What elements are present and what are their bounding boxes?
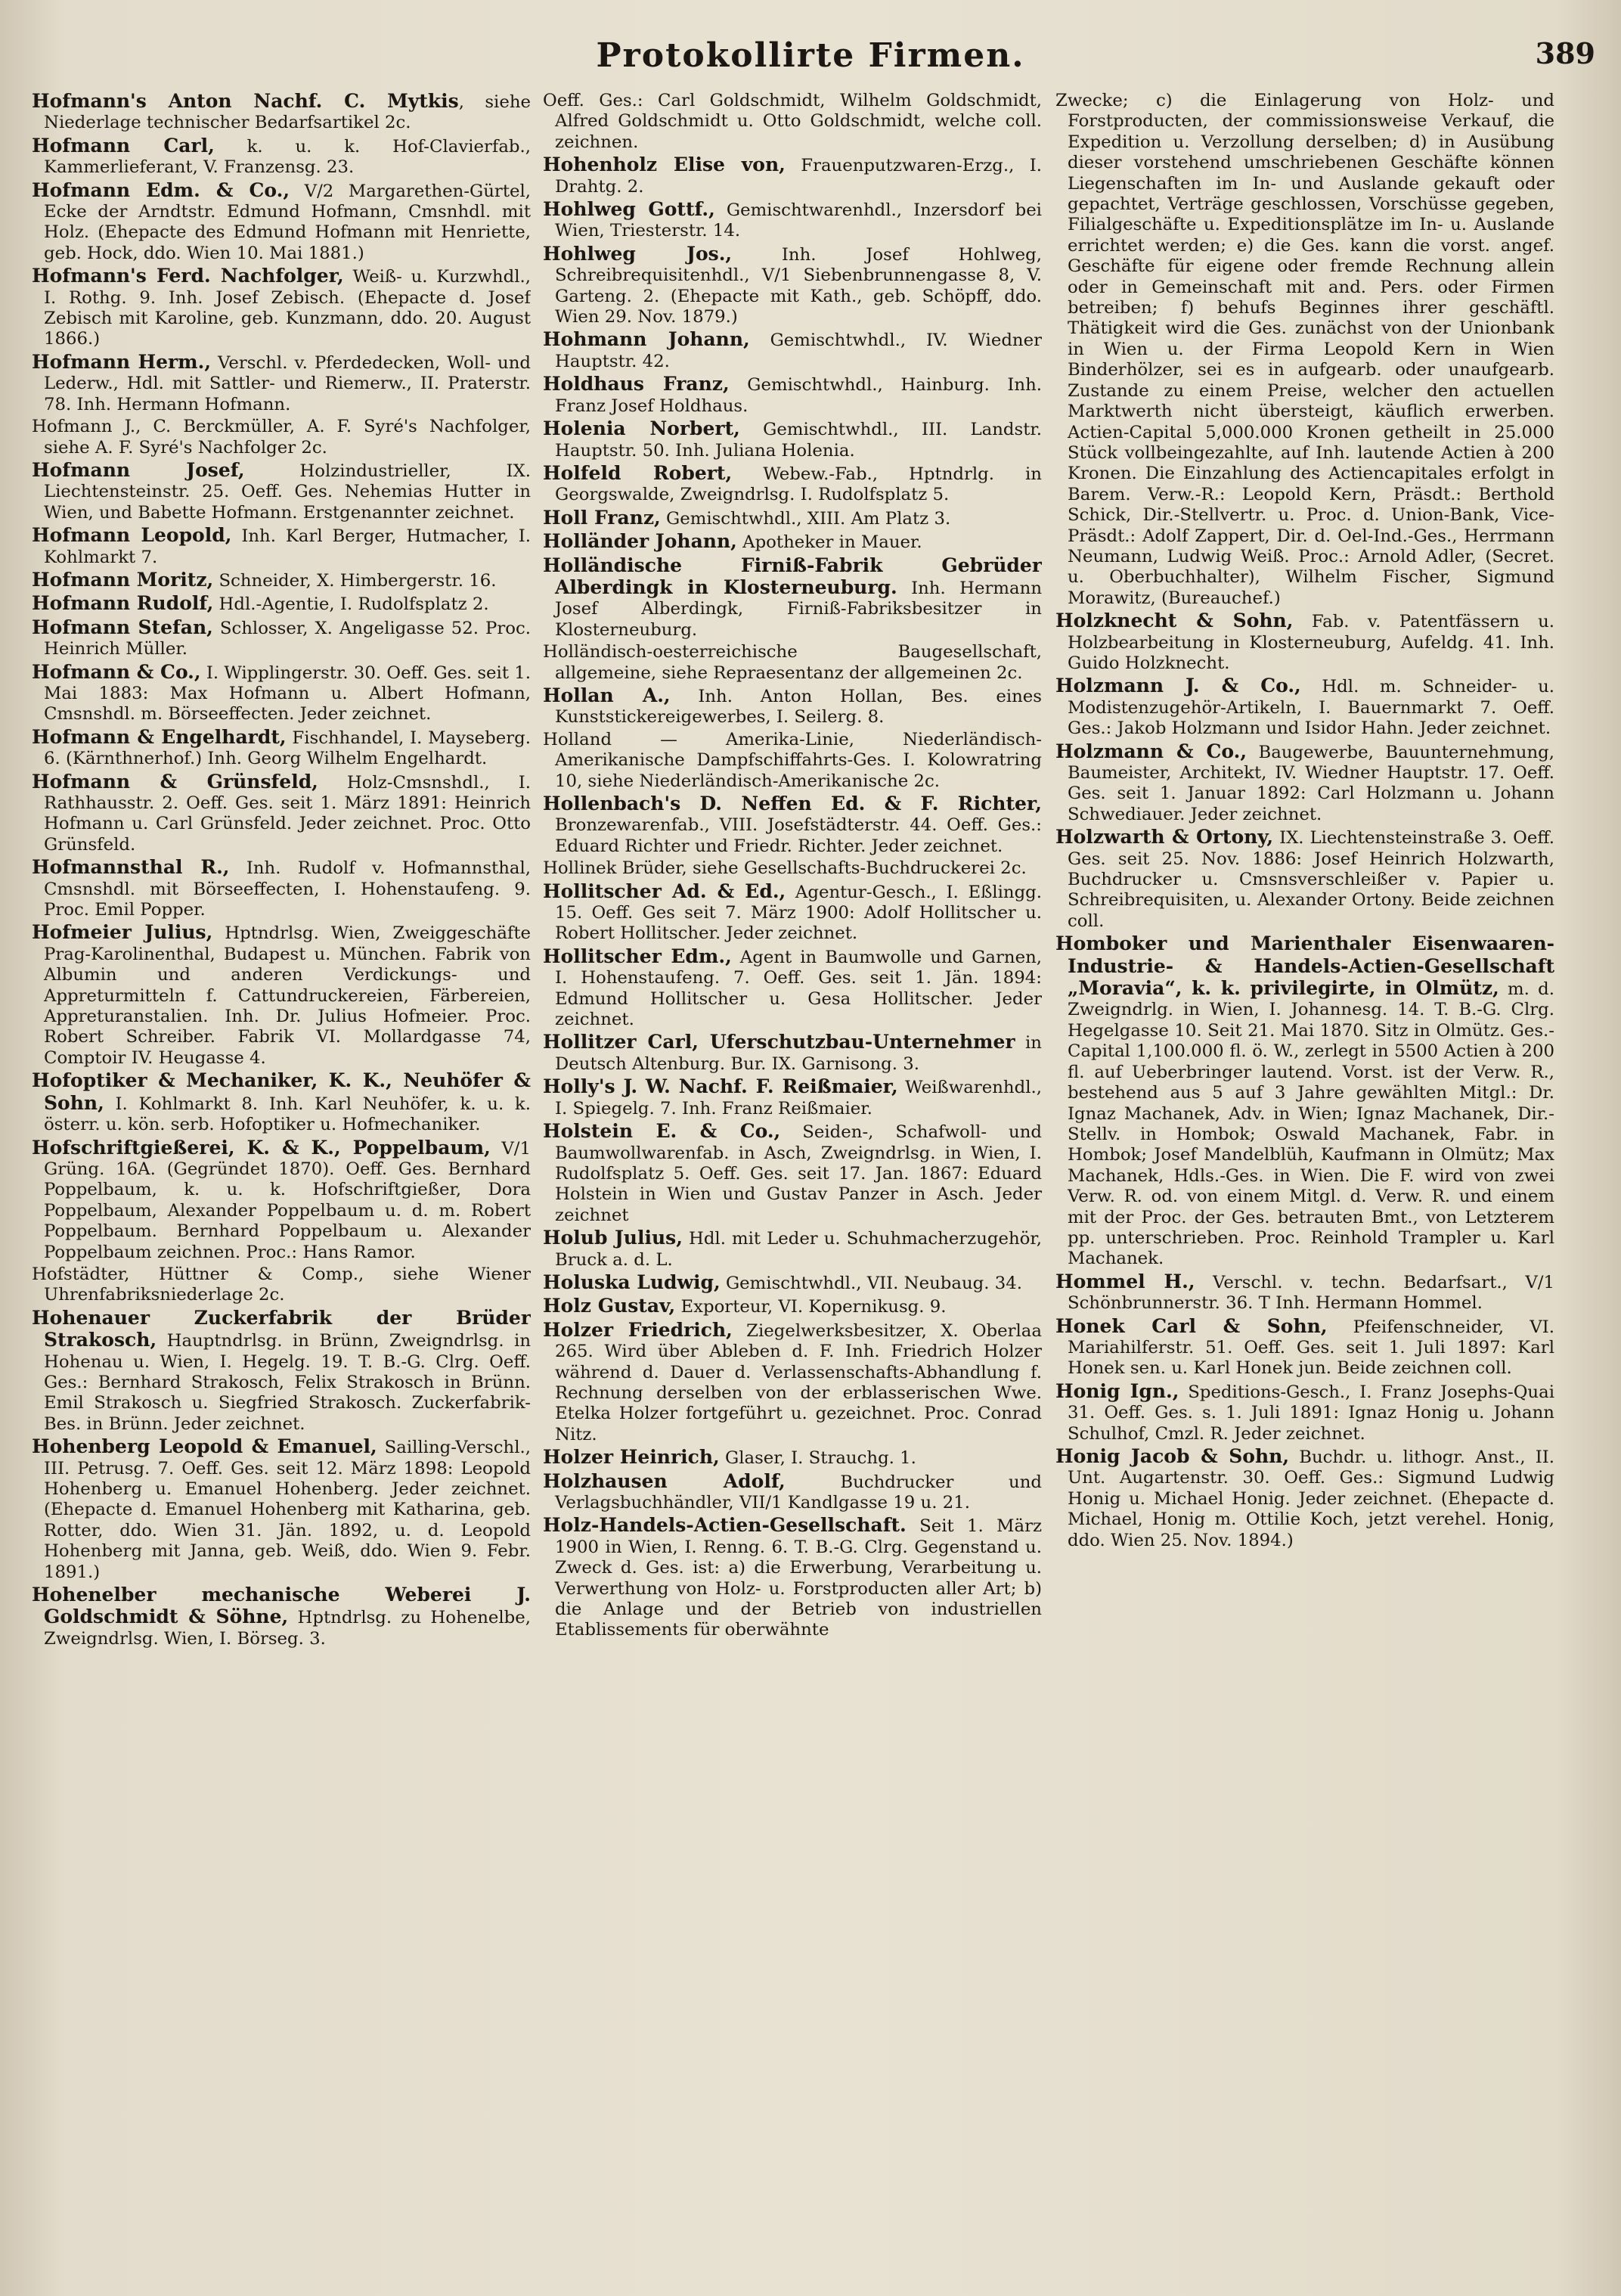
firm-name: Holstein E. & Co.,: [543, 1120, 781, 1143]
firm-details: Hauptndrlsg. in Brünn, Zweigndrlsg. in Hohenau u. Wien, I. Hegelg. 19. T. B.-G. Clrg. Oeff. Ges.: Bernhard Strakosch, Felix Strakosch in Brünn. Emil Strakosch u. Siegfried Strakosch. Zuckerfabrik-Bes. in Brünn. Jeder zeichnet.: [44, 1331, 531, 1434]
firm-name: Hofmann Carl,: [32, 134, 215, 157]
firm-name: Homboker und Marienthaler Eisenwaaren-Industrie- & Handels-Actien-Gesellschaft „Moravia“, k. k. privilegirte, in Olmütz,: [1055, 932, 1554, 1000]
firm-entry: [1055, 610, 1554, 674]
firm-entry: [32, 1308, 531, 1435]
firm-details: Seit 1. März 1900 in Wien, I. Renng. 6. T. B.-G. Clrg. Gegenstand u. Zweck d. Ges. ist: a) die Erwerbung, Verarbeitung u. Verwerthung von Holz- u. Forstproducten aller Art; b) die Anlage und der Betrieb von industriellen Etablissements für oberwähnte: [555, 1516, 1042, 1640]
firm-entry: [543, 881, 1042, 945]
firm-entry: [32, 525, 531, 568]
firm-details: Baugewerbe, Bauunternehmung, Baumeister, Architekt, IV. Wiedner Hauptstr. 17. Oeff. Ges. seit 1. Januar 1892: Carl Holzmann u. Johann Schwediauer. Jeder zeichnet.: [1068, 742, 1554, 824]
firm-details: Zwecke; c) die Einlagerung von Holz- und Forstproducten, der commissionsweise Verkauf, die Expedition u. Verzollung derselben; d) in Ausübung dieser vorstehend umschriebenen Geschäfte können Liegenschaften im In- und Auslande gekauft oder gepachtet, Verträge geschlossen, Vorschüsse gegeben, Filialgeschäfte u. Expeditionsplätze im In- u. Auslande errichtet werden; e) die Ges. kann die vorst. angef. Geschäfte für eigene oder fremde Rechnung allein oder in Gemeinschaft mit and. Pers. oder Firmen betreiben; f) behufs Beginnes ihrer geschäftl. Thätigkeit wird die Ges. zunächst von der Unionbank in Wien u. der Firma Leopold Kern in Wien Binderhölzer, sei es in aufgearb. oder unaufgearb. Zustande zu einem Preise, welcher den actuellen Marktwerth nicht übersteigt, käuflich erwerben. Actien-Capital 5,000.000 Kronen getheilt in 25.000 Stück vollbeingezahlte, auf Inh. lautende Actien à 200 Kronen. Die Einzahlung des Actiencapitales erfolgt in Barem. Verw.-R.: Leopold Kern, Präsdt.: Berthold Schick, Dir.-Stellvertr. u. Proc. d. Union-Bank, Vice-Präsdt.: Adolf Zappert, Dir. d. Oel-Ind.-Ges., Herrmann Neumann, Ludwig Weiß. Proc.: Arnold Adler, (Secret. u. Oberbuchhalter), Wilhelm Fischer, Sigmund Morawitz, (Bureauchef.): [1055, 91, 1554, 608]
firm-details: V/2 Margarethen-Gürtel, Ecke der Arndtstr. Edmund Hofmann, Cmsnhdl. mit Holz. (Ehepacte des Edmund Hofmann mit Henriette, geb. Hock, ddo. Wien 10. Mai 1881.): [44, 181, 531, 263]
firm-name: Hofschriftgießerei, K. & K., Poppelbaum,: [32, 1136, 491, 1159]
firm-entry: [543, 1272, 1042, 1294]
firm-details: Ziegelwerksbesitzer, X. Oberlaa 265. Wird über Ableben d. F. Inh. Friedrich Holzer während d. Dauer d. Verlassenschafts-Abhandlung f. Rechnung derselben von der erblasserischen Wwe. Etelka Holzer fortgeführt u. gezeichnet. Proc. Conrad Nitz.: [555, 1320, 1042, 1444]
firm-name: Hofmann's Anton Nachf. C. Mytkis: [32, 91, 459, 112]
firm-entry: [543, 946, 1042, 1031]
firm-entry: [32, 460, 531, 523]
firm-details: , siehe Niederlage technischer Bedarfsartikel 2c.: [44, 92, 531, 133]
column-3: [1055, 91, 1554, 2269]
firm-name: Hofmann's Ferd. Nachfolger,: [32, 265, 344, 287]
firm-name: Honek Carl & Sohn,: [1055, 1314, 1328, 1337]
firm-name: Holzer Friedrich,: [543, 1318, 733, 1341]
firm-name: Hofmann Josef,: [32, 458, 245, 481]
column-2: [543, 91, 1042, 2269]
firm-details: IX. Liechtensteinstraße 3. Oeff. Ges. seit 25. Nov. 1886: Josef Heinrich Holzwarth, Buchdrucker u. Cmsnsverschleißer v. Papier u. Schreibrequisiten, u. Alexander Ortony. Beide zeichnen coll.: [1068, 828, 1554, 931]
firm-name: Hofmann & Engelhardt,: [32, 725, 287, 748]
firm-entry: [32, 922, 531, 1069]
firm-details: Exporteur, VI. Kopernikusg. 9.: [675, 1297, 947, 1317]
firm-name: Hofmann Rudolf,: [32, 592, 214, 615]
firm-name: Holuska Ludwig,: [543, 1271, 721, 1293]
firm-details: I. Kohlmarkt 8. Inh. Karl Neuhöfer, k. u. k. österr. u. kön. serb. Hofoptiker u. Hofmechaniker.: [44, 1094, 531, 1135]
firm-details: Glaser, I. Strauchg. 1.: [719, 1448, 916, 1469]
firm-details: Weiß- u. Kurzwhdl., I. Rothg. 9. Inh. Josef Zebisch. (Ehepacte d. Josef Zebisch mit Karoline, geb. Kunzmann, ddo. 20. August 1866.): [44, 267, 531, 349]
firm-entry: [543, 1515, 1042, 1640]
firm-entry: [1055, 1446, 1554, 1551]
firm-name: Honig Ign.,: [1055, 1379, 1179, 1402]
firm-name: Holfeld Robert,: [543, 461, 733, 484]
firm-details: Verschl. v. Pferdedecken, Woll- und Lederw., Hdl. mit Sattler- und Riemerw., II. Praterstr. 78. Inh. Hermann Hofmann.: [44, 352, 531, 414]
firm-details: Holländisch-oesterreichische Baugesellschaft, allgemeine, siehe Repraesentanz der allgemeinen 2c.: [543, 642, 1042, 683]
firm-name: Hofoptiker & Mechaniker, K. K., Neuhöfer & Sohn,: [32, 1069, 531, 1114]
firm-details: Holland — Amerika-Linie, Niederländisch-Amerikanische Dampfschiffahrts-Ges. I. Kolowratring 10, siehe Niederländisch-Amerikanische 2c.: [543, 729, 1042, 791]
firm-entry: [32, 662, 531, 725]
firm-name: Holenia Norbert,: [543, 417, 740, 440]
firm-details: Apotheker in Mauer.: [736, 532, 922, 553]
firm-details: Agentur-Gesch., I. Eßlingg. 15. Oeff. Ges seit 7. März 1900: Adolf Hollitscher u. Robert Hollitscher. Jeder zeichnet.: [555, 882, 1042, 944]
firm-entry: [32, 265, 531, 350]
firm-details: Fab. v. Patentfässern u. Holzbearbeitung in Klosterneuburg, Aufeldg. 41. Inh. Guido Holzknecht.: [1068, 612, 1554, 673]
firm-name: Hollitscher Edm.,: [543, 945, 732, 967]
firm-name: Holl Franz,: [543, 506, 661, 529]
firm-name: Hofmann Leopold,: [32, 524, 232, 547]
page-number: 389: [1535, 36, 1595, 70]
firm-entry: [543, 1295, 1042, 1317]
firm-entry: [543, 1076, 1042, 1119]
firm-details: Sailling-Verschl., III. Petrusg. 7. Oeff. Ges. seit 12. März 1898: Leopold Hohenberg u. Emanuel Hohenberg. Jeder zeichnet. (Ehepacte d. Emanuel Hohenberg mit Katharina, geb. Rotter, ddo. Wien 31. Jän. 1892, u. d. Leopold Hohenberg mit Janna, geb. Weiß, ddo. Wien 9. Febr. 1891.): [44, 1438, 531, 1582]
firm-name: Holub Julius,: [543, 1227, 683, 1249]
firm-details: Gemischtwhdl., VII. Neubaug. 34.: [720, 1273, 1022, 1293]
firm-details: Fischhandel, I. Mayseberg. 6. (Kärnthnerhof.) Inh. Georg Wilhelm Engelhardt.: [44, 728, 531, 769]
firm-details: Speditions-Gesch., I. Franz Josephs-Quai 31. Oeff. Ges. s. 1. Juli 1891: Ignaz Honig u. Johann Schulhof, Cmzl. R. Jeder zeichnet.: [1068, 1382, 1554, 1444]
firm-details: Verschl. v. techn. Bedarfsart., V/1 Schönbrunnerstr. 36. T Inh. Hermann Hommel.: [1068, 1272, 1554, 1314]
firm-entry: [32, 727, 531, 770]
firm-name: Holzmann J. & Co.,: [1055, 675, 1301, 697]
firm-name: Hohlweg Gottf.,: [543, 198, 715, 221]
firm-entry: [543, 1121, 1042, 1226]
firm-entry: [543, 91, 1042, 153]
firm-details: Buchdr. u. lithogr. Anst., II. Unt. Augartenstr. 30. Oeff. Ges.: Sigmund Ludwig Honig u. Michael Honig. Jeder zeichnet. (Ehepacte d. Michael, Honig m. Ottilie Koch, jetzt verehel. Honig, ddo. Wien 25. Nov. 1894.): [1068, 1447, 1554, 1550]
firm-details: Bronzewarenfab., VIII. Josefstädterstr. 44. Oeff. Ges.: Eduard Richter und Friedr. Richter. Jeder zeichnet.: [555, 815, 1042, 856]
firm-name: Holz Gustav,: [543, 1295, 676, 1317]
firm-name: Holzwarth & Ortony,: [1055, 826, 1274, 849]
firm-details: Oeff. Ges.: Carl Goldschmidt, Wilhelm Goldschmidt, Alfred Goldschmidt u. Otto Goldschmidt, welche coll. zeichnen.: [543, 91, 1042, 152]
firm-entry: [32, 1584, 531, 1649]
firm-name: Holzer Heinrich,: [543, 1446, 720, 1469]
firm-entry: [543, 1471, 1042, 1514]
firm-entry: [543, 793, 1042, 857]
firm-details: k. u. k. Hof-Clavierfab., Kammerlieferant, V. Franzensg. 23.: [44, 136, 531, 178]
firm-name: Hofmann Edm. & Co.,: [32, 178, 290, 201]
firm-details: Seiden-, Schafwoll- und Baumwollwarenfab. in Asch, Zweigndrlsg. in Wien, I. Rudolfsplatz 5. Oeff. Ges. seit 17. Jan. 1867: Eduard Holstein in Wien und Gustav Panzer in Asch. Jeder zeichnet: [555, 1122, 1042, 1225]
firm-entry: [543, 730, 1042, 792]
firm-name: Hofmann & Co.,: [32, 660, 201, 683]
firm-entry: [32, 1264, 531, 1306]
firm-details: Inh. Anton Hollan, Bes. eines Kunststickereigewerbes, I. Seilerg. 8.: [555, 686, 1042, 728]
firm-entry: [32, 1070, 531, 1135]
firm-details: in Deutsch Altenburg. Bur. IX. Garnisong. 3.: [555, 1033, 1042, 1074]
firm-entry: [543, 329, 1042, 372]
firm-entry: [543, 1320, 1042, 1445]
firm-details: V/1 Grüng. 16A. (Gegründet 1870). Oeff. Ges. Bernhard Poppelbaum, k. u. k. Hofschriftgießer, Dora Poppelbaum, Alexander Poppelbaum u. d. m. Robert Poppelbaum. Bernhard Poppelbaum u. Alexander Poppelbaum zeichnen. Proc.: Hans Ramor.: [44, 1138, 531, 1262]
firm-entry: [32, 91, 531, 134]
firm-details: Inh. Josef Hohlweg, Schreibrequisitenhdl., V/1 Siebenbrunnengasse 8, V. Garteng. 2. (Ehepacte mit Kath., geb. Schöpff, ddo. Wien 29. Nov. 1879.): [555, 244, 1042, 327]
firm-details: Hdl. mit Leder u. Schuhmacherzugehör, Bruck a. d. L.: [555, 1229, 1042, 1270]
firm-details: Holz-Cmsnshdl., I. Rathhausstr. 2. Oeff. Ges. seit 1. März 1891: Heinrich Hofmann u. Carl Grünsfeld. Jeder zeichnet. Proc. Otto Grünsfeld.: [44, 772, 531, 855]
firm-entry: [1055, 741, 1554, 826]
firm-details: m. d. Zweigndrlg. in Wien, I. Johannesg. 14. T. B.-G. Clrg. Hegelgasse 10. Seit 21. Mai 1870. Sitz in Olmütz. Ges.-Capital 1,100.000 fl. ö. W., zerlegt in 5500 Actien à 200 fl. auf Ueberbringer lautend. Vorst. ist der Verw. R., bestehend aus 5 auf 3 Jahre gewählten Mitgl.: Dr. Ignaz Machanek, Adv. in Wien; Ignaz Machanek, Dir.-Stellv. in Hombok; Oswald Machanek, Fabr. in Hombok; Josef Mandelblüh, Kaufmann in Olmütz; Max Machanek, Hdls.-Ges. in Wien. Die F. wird von zwei Verw. R. od. von einem Mitgl. d. Verw. R. und einem mit der Proc. der Ges. betrauten Bmt., von Letzterem pp. unterschrieben. Proc. Reinhold Trampler u. Karl Machanek.: [1068, 979, 1554, 1269]
firm-name: Hohenberg Leopold & Emanuel,: [32, 1435, 377, 1458]
firm-entry: [543, 463, 1042, 506]
firm-entry: [543, 154, 1042, 197]
firm-entry: [543, 1032, 1042, 1075]
firm-entry: [32, 1137, 531, 1263]
firm-entry: [32, 1436, 531, 1583]
firm-name: Hohenholz Elise von,: [543, 154, 786, 176]
firm-entry: [543, 555, 1042, 641]
firm-entry: [543, 199, 1042, 242]
firm-name: Honig Jacob & Sohn,: [1055, 1445, 1290, 1467]
firm-details: Hdl. m. Schneider- u. Modistenzugehör-Artikeln, I. Bauernmarkt 7. Oeff. Ges.: Jakob Holzmann und Isidor Hahn. Jeder zeichnet.: [1068, 677, 1554, 739]
firm-entry: [1055, 91, 1554, 609]
firm-entry: [32, 857, 531, 920]
firm-details: Pfeifenschneider, VI. Mariahilferstr. 51. Oeff. Ges. seit 1. Juli 1897: Karl Honek sen. u. Karl Honek jun. Beide zeichnen coll.: [1068, 1317, 1554, 1379]
firm-details: Hptndrlsg. Wien, Zweiggeschäfte Prag-Karolinenthal, Budapest u. München. Fabrik von Albumin und anderen Verdickungs- und Appreturmitteln f. Cattundruckereien, Färbereien, Appreturanstalien. Inh. Dr. Julius Hofmeier. Proc. Robert Schreiber. Fabrik VI. Mollardgasse 74, Comptoir IV. Heugasse 4.: [44, 923, 531, 1068]
firm-entry: [543, 418, 1042, 461]
firm-entry: [32, 771, 531, 856]
firm-name: Holzmann & Co.,: [1055, 740, 1248, 762]
firm-name: Hohlweg Jos.,: [543, 242, 733, 265]
firm-entry: [543, 685, 1042, 728]
firm-entry: [543, 858, 1042, 879]
firm-details: Schneider, X. Himbergerstr. 16.: [213, 570, 497, 591]
firm-entry: [543, 531, 1042, 553]
firm-name: Hollitscher Ad. & Ed.,: [543, 880, 786, 902]
firm-name: Holländer Johann,: [543, 530, 737, 553]
firm-entry: [1055, 827, 1554, 932]
firm-entry: [543, 244, 1042, 328]
firm-details: Hptndrlsg. zu Hohenelbe, Zweigndrlsg. Wien, I. Börseg. 3.: [44, 1608, 531, 1649]
firm-entry: [32, 569, 531, 591]
firm-entry: [1055, 1316, 1554, 1379]
firm-name: Holz-Handels-Actien-Gesellschaft.: [543, 1514, 907, 1537]
firm-name: Holly's J. W. Nachf. F. Reißmaier,: [543, 1075, 898, 1098]
firm-name: Holzknecht & Sohn,: [1055, 610, 1294, 632]
firm-entry: [32, 417, 531, 458]
firm-details: Webew.-Fab., Hptndrlg. in Georgswalde, Zweigndrlsg. I. Rudolfsplatz 5.: [555, 464, 1042, 505]
firm-details: Gemischtwarenhdl., Inzersdorf bei Wien, Triesterstr. 14.: [555, 200, 1042, 241]
firm-name: Hofmann Stefan,: [32, 616, 213, 638]
firm-name: Hofmann & Grünsfeld,: [32, 770, 318, 793]
firm-details: Gemischtwhdl., IV. Wiedner Hauptstr. 42.: [555, 330, 1042, 371]
firm-entry: [543, 1227, 1042, 1271]
firm-entry: [32, 617, 531, 660]
firm-name: Holländische Firniß-Fabrik Gebrüder Alberdingk in Klosterneuburg.: [543, 554, 1042, 598]
firm-name: Hohenelber mechanische Weberei J. Goldschmidt & Söhne,: [32, 1584, 531, 1628]
firm-details: Inh. Rudolf v. Hofmannsthal, Cmsnshdl. mit Börseeffecten, I. Hohenstaufeng. 9. Proc. Emil Popper.: [44, 858, 531, 920]
firm-name: Holdhaus Franz,: [543, 373, 730, 396]
firm-entry: [543, 507, 1042, 529]
firm-details: Hdl.-Agentie, I. Rudolfsplatz 2.: [213, 594, 489, 615]
firm-details: Inh. Karl Berger, Hutmacher, I. Kohlmarkt 7.: [44, 526, 531, 567]
firm-details: Frauenputzwaren-Erzg., I. Drahtg. 2.: [555, 156, 1042, 197]
firm-entry: [543, 1447, 1042, 1469]
firm-name: Hommel H.,: [1055, 1270, 1195, 1292]
firm-details: Buchdrucker und Verlagsbuchhändler, VII/1 Kandlgasse 19 u. 21.: [555, 1472, 1042, 1513]
firm-details: Holzindustrieller, IX. Liechtensteinstr. 25. Oeff. Ges. Nehemias Hutter in Wien, und Babette Hofmann. Erstgenannter zeichnet.: [44, 461, 531, 523]
firm-name: Holzhausen Adolf,: [543, 1469, 786, 1492]
firm-name: Hofmeier Julius,: [32, 921, 213, 944]
firm-details: Inh. Hermann Josef Alberdingk, Firniß-Fabriksbesitzer in Klosterneuburg.: [555, 578, 1042, 640]
page-header: [0, 33, 1621, 80]
firm-name: Hofmannsthal R.,: [32, 856, 230, 879]
firm-name: Hollenbach's D. Neffen Ed. & F. Richter,: [543, 793, 1042, 814]
firm-entry: [543, 374, 1042, 417]
firm-details: Gemischtwhdl., Hainburg. Inh. Franz Josef Holdhaus.: [555, 375, 1042, 416]
firm-details: Hollinek Brüder, siehe Gesellschafts-Buchdruckerei 2c.: [543, 858, 1027, 879]
firm-entry: [1055, 933, 1554, 1270]
firm-details: Gemischtwhdl., XIII. Am Platz 3.: [660, 508, 951, 529]
firm-entry: [32, 593, 531, 615]
firm-name: Hohmann Johann,: [543, 328, 750, 351]
firm-details: Hofstädter, Hüttner & Comp., siehe Wiener Uhrenfabriksniederlage 2c.: [32, 1264, 531, 1305]
firm-details: Hofmann J., C. Berckmüller, A. F. Syré's Nachfolger, siehe A. F. Syré's Nachfolger 2c.: [32, 417, 531, 458]
firm-details: Gemischtwhdl., III. Landstr. Hauptstr. 50. Inh. Juliana Holenia.: [555, 420, 1042, 461]
firm-details: Schlosser, X. Angeligasse 52. Proc. Heinrich Müller.: [44, 618, 531, 659]
firm-details: I. Wipplingerstr. 30. Oeff. Ges. seit 1. Mai 1883: Max Hofmann u. Albert Hofmann, Cmsnshdl. m. Börseeffecten. Jeder zeichnet.: [44, 662, 531, 724]
firm-name: Hollitzer Carl, Uferschutzbau-Unternehmer: [543, 1031, 1015, 1053]
firm-entry: [32, 352, 531, 415]
firm-details: Weißwarenhdl., I. Spiegelg. 7. Inh. Franz Reißmaier.: [555, 1078, 1042, 1119]
firm-entry: [32, 135, 531, 178]
page-title: Protokollirte Firmen.: [596, 36, 1025, 75]
firm-entry: [1055, 675, 1554, 739]
firm-entry: [1055, 1381, 1554, 1444]
firm-entry: [1055, 1271, 1554, 1314]
firm-name: Hollan A.,: [543, 684, 671, 706]
firm-name: Hohenauer Zuckerfabrik der Brüder Strakosch,: [32, 1306, 531, 1351]
firm-name: Hofmann Moritz,: [32, 568, 214, 591]
firm-entry: [32, 180, 531, 265]
firm-details: Agent in Baumwolle und Garnen, I. Hohenstaufeng. 7. Oeff. Ges. seit 1. Jän. 1894: Edmund Hollitscher u. Gesa Hollitscher. Jeder zeichnet.: [555, 947, 1042, 1030]
firm-name: Hofmann Herm.,: [32, 350, 212, 373]
firm-entry: [543, 642, 1042, 684]
column-1: [32, 91, 531, 2269]
